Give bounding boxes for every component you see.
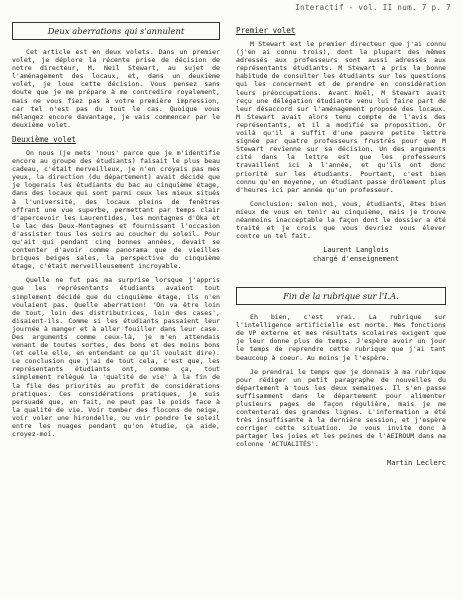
deuxieme-volet-paragraph-2: Quelle ne fut pas ma surprise lorsque j'appris que les représentants étudiants avaient tout simplement décidé que du cinquième étage, ils n'en voulaient pas. Quelle aberration! 'On va être loin de tout, loin des distributrices, loin des cases', disaient-ils. Comme si les étudiants passaient leur journée à manger et à aller fouiller dans leur case. Des arguments comme ceux-là, je m'en attendais venant de toutes sortes, des bons et des moins bons (et celle elle, en entendant ce qu'il voulait dire). Le conclusion que j'ai de tout cela, c'est que, les représentants étudiants ont, comme ça, tout simplement relégué la 'qualité de vie' à la fin de la file des priorités au profit de considérations pratiques. Ces considérations pratiques, je suis persuadé que, en fait, ne peut pas le poids face à la qualité de vie. Voir tomber des flocons de neige, voir voler une hirondelle, ou voir pondre le soleil entre les nuages pendant qu'on étudie, ça aide, croyez-moi. — [12, 276, 220, 439]
intro-paragraph: Cet article est en deux volets. Dans un premier volet, je déplore la récente prise de décision de notre directeur, M. Neil Stewart, au sujet de l'aménagement des locaux, et, dans un deuxième volet, je loue cette décision. Vous pensez sans doute que je me prépare à me contredire royalement, mais ne vous fiez pas à votre première impression, car tel n'est pas du tout le cas. Quoique vous mélangez encore davantage, je vais commencer par le deuxième volet. — [12, 48, 220, 129]
signature-name: Laurent Langlois — [323, 246, 389, 255]
signature-martin: Martin Leclerc — [386, 458, 446, 467]
premier-volet-paragraph: M Stewart est le premier directeur que j'ai connu (j'en ai connu trois), dont la plupart des mêmes adressés aux professeurs sont aussi adressés aux représentants étudiants. M Stewart a pris la bonne habitude de consulter les étudiants sur les questions qui les concernent et de prendre en considération leurs préoccupations. Avant Noël, M Stewart avait reçu une délégation étudiante venu lui faire part de leur désaccord sur l'aménagement proposé des locaux. M Stewart avait alors tenu compte de l'avis des représentants, et il a modifié sa proposition. Or voilà qu'il a suffit d'une pauvre petite lettre signée par quatre professeurs frustrés pour que M Stewart revienne sur sa décision. Un des arguments cité dans la lettre est que les professeurs travaillent ici à l'année, et qu'ils ont donc priorité sur les étudiants. Pourtant, c'est bien connu qu'en moyenne, un étudiant passe drôlement plus d'heures ici par année qu'un professeur. — [236, 40, 446, 194]
ia-paragraph-1: Eh bien, c'est vrai. La rubrique sur l'intelligence artificielle est morte. Mes fonctions de VP externe et mes résultats scolaires exigent que je leur donne plus de temps. J'espère avoir un jour le temps de reprendre cette rubrique que j'ai tant beaucoup à coeur. Au moins je l'espère. — [236, 313, 446, 362]
ia-rubric-title: Fin de la rubrique sur l'I.A. — [236, 287, 446, 305]
section-heading-deuxieme-volet: Deuxième volet — [12, 134, 77, 144]
right-column — [236, 22, 446, 467]
deuxieme-volet-paragraph-1: On nous (je mets 'nous' parce que je m'identifie encore au groupe des étudiants) faisait le plus beau cadeau, c'était merveilleux, je n'en croyais pas mes yeux, la direction (du département) avait décidé que je logerais les étudiants du bac au cinquième étage, dans des locaux qui sont parmi ceux les mieux situés à l'université, des locaux pleins de fenêtres offrant une vue superbe, permettant par temps clair d'apercevoir les Laurentides, les montagnes d'Oka et le lac des Deux-Montagnes et fournissant l'occasion d'assister tous les soirs au coucher du soleil. Pour qu'ait qui pendant cinq bonnes années, devait se contenter d'avoir comme panorama que de vieilles briques beiges sales, la perspective du cinquième étage, c'était merveilleusement incroyable. — [12, 148, 220, 271]
signature-title: chargé d'enseignement — [313, 254, 399, 263]
ia-paragraph-2: Je prendrai le temps que je donnais à ma rubrique pour rédiger un petit paragraphe de nouvelles du département à tous les deux semaines. Il s'en passe suffisamment dans le département pour alimenter plusieurs pages de façon régulière, mais je me contenterai des grandes lignes. L'information a été très insuffisante à la dernière session, et j'espère corriger cette situation. Je vous invite donc à partager les joies et les peines de l'AEIROUM dans ma colonne 'ACTUALITÉS'. — [236, 367, 446, 449]
left-column — [12, 22, 220, 444]
conclusion-paragraph: Conclusion: selon moi, vous, étudiants, êtes bien mieux de vous en tenir au cinquième, mais je trouve néanmoins inacceptable la façon dont le dossier a été traité et je crois que vous devriez vous élever contre un tel fait. — [236, 199, 446, 241]
article-title: Deux aberrations qui s'annulent — [12, 22, 220, 40]
section-heading-premier-volet: Premier volet — [236, 26, 296, 35]
page-header: Interactif - vol. II num. 7 p. 7 — [295, 3, 451, 12]
signature-block — [266, 246, 446, 263]
